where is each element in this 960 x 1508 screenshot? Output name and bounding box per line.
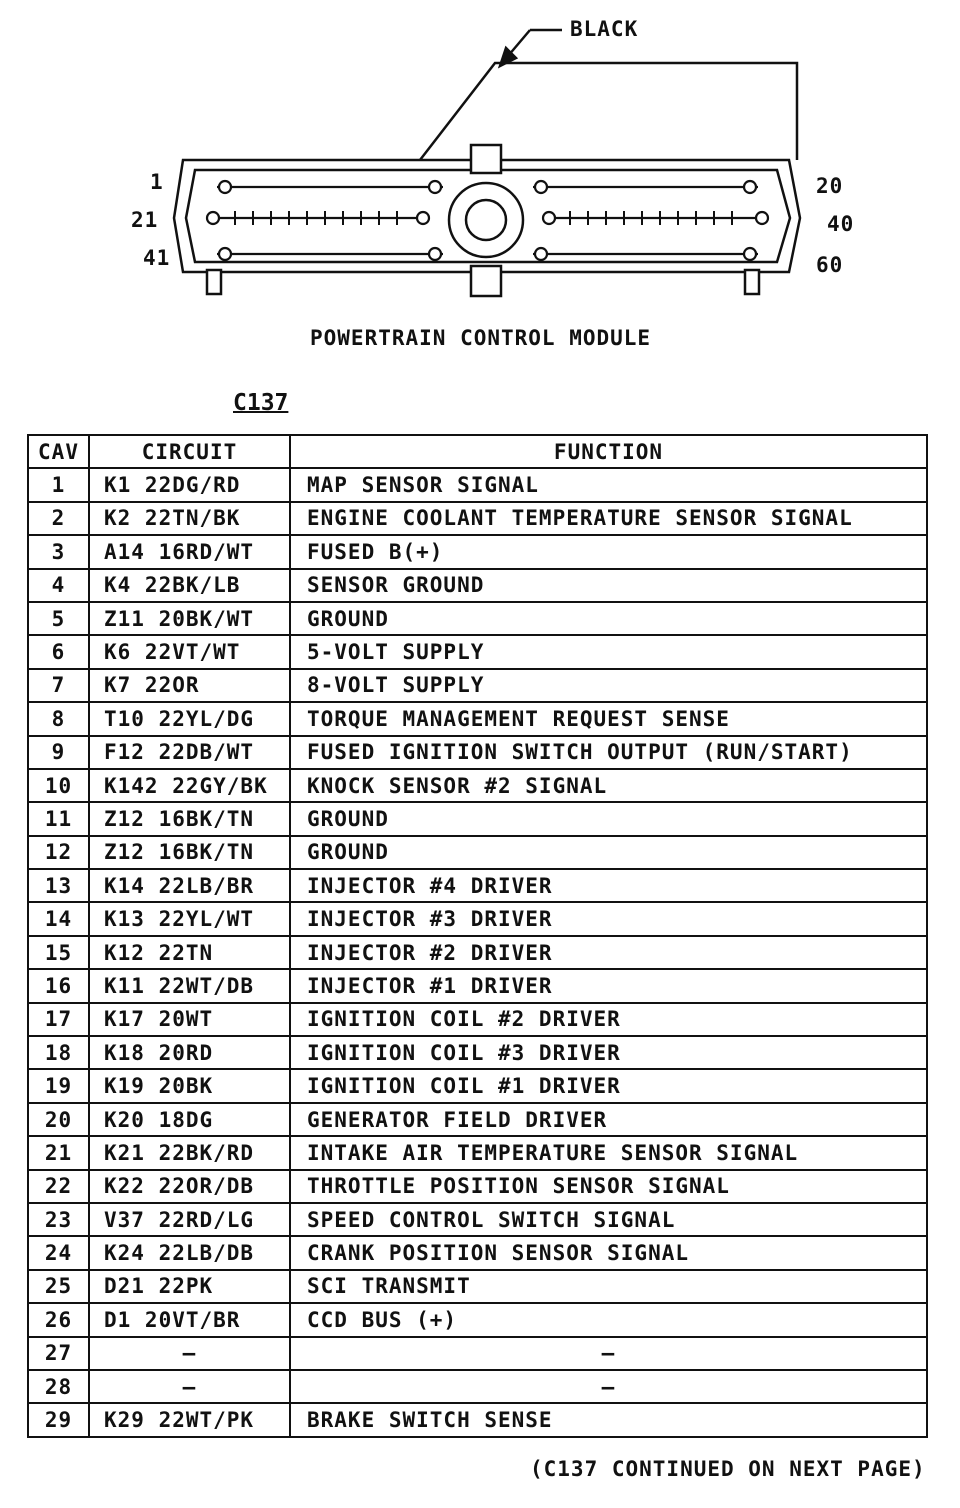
function-cell: GENERATOR FIELD DRIVER (290, 1103, 927, 1136)
circuit-cell: K4 22BK/LB (89, 569, 290, 602)
table-row (28, 502, 927, 535)
table-row (28, 669, 927, 702)
connector-id: C137 (233, 390, 289, 416)
cav-cell: 21 (28, 1136, 89, 1169)
function-cell: SPEED CONTROL SWITCH SIGNAL (290, 1203, 927, 1236)
table-row (28, 1136, 927, 1169)
circuit-cell: D1 20VT/BR (89, 1303, 290, 1336)
cav-cell: 26 (28, 1303, 89, 1336)
table-row (28, 902, 927, 935)
circuit-cell: K14 22LB/BR (89, 869, 290, 902)
cav-cell: 5 (28, 602, 89, 635)
table-row (28, 1103, 927, 1136)
circuit-cell: F12 22DB/WT (89, 736, 290, 769)
circuit-cell: K2 22TN/BK (89, 502, 290, 535)
table-row (28, 802, 927, 835)
table-row (28, 602, 927, 635)
circuit-cell: K22 22OR/DB (89, 1170, 290, 1203)
circuit-cell: K19 20BK (89, 1069, 290, 1102)
component-name: POWERTRAIN CONTROL MODULE (310, 326, 652, 350)
function-cell: GROUND (290, 802, 927, 835)
table-row (28, 1303, 927, 1336)
table-row (28, 702, 927, 735)
circuit-cell: K21 22BK/RD (89, 1136, 290, 1169)
pin-label-60: 60 (816, 253, 844, 277)
cav-cell: 28 (28, 1370, 89, 1403)
cav-cell: 19 (28, 1069, 89, 1102)
cav-cell: 10 (28, 769, 89, 802)
circuit-cell: K11 22WT/DB (89, 969, 290, 1002)
circuit-cell: A14 16RD/WT (89, 535, 290, 568)
table-row (28, 1036, 927, 1069)
cav-cell: 25 (28, 1270, 89, 1303)
function-cell: IGNITION COIL #3 DRIVER (290, 1036, 927, 1069)
circuit-cell: T10 22YL/DG (89, 702, 290, 735)
function-cell: CCD BUS (+) (290, 1303, 927, 1336)
function-cell: INJECTOR #4 DRIVER (290, 869, 927, 902)
circuit-cell: D21 22PK (89, 1270, 290, 1303)
circuit-cell: K12 22TN (89, 936, 290, 969)
cav-cell: 29 (28, 1403, 89, 1436)
function-cell: — (290, 1337, 927, 1370)
circuit-cell: Z11 20BK/WT (89, 602, 290, 635)
function-cell: CRANK POSITION SENSOR SIGNAL (290, 1236, 927, 1269)
table-row (28, 836, 927, 869)
cav-cell: 17 (28, 1003, 89, 1036)
cav-cell: 6 (28, 635, 89, 668)
table-row (28, 1370, 927, 1403)
circuit-cell: K29 22WT/PK (89, 1403, 290, 1436)
center-bolt (449, 183, 523, 257)
function-cell: FUSED B(+) (290, 535, 927, 568)
circuit-cell: K24 22LB/DB (89, 1236, 290, 1269)
header-cav: CAV (28, 435, 89, 468)
cav-cell: 14 (28, 902, 89, 935)
table-row (28, 869, 927, 902)
circuit-cell: K18 20RD (89, 1036, 290, 1069)
cav-cell: 2 (28, 502, 89, 535)
function-cell: — (290, 1370, 927, 1403)
cav-cell: 8 (28, 702, 89, 735)
cav-cell: 11 (28, 802, 89, 835)
table-row (28, 1069, 927, 1102)
function-cell: 5-VOLT SUPPLY (290, 635, 927, 668)
table-row (28, 769, 927, 802)
cav-cell: 15 (28, 936, 89, 969)
cav-cell: 13 (28, 869, 89, 902)
table-row (28, 1236, 927, 1269)
circuit-cell: — (89, 1337, 290, 1370)
function-cell: INJECTOR #3 DRIVER (290, 902, 927, 935)
table-row (28, 736, 927, 769)
function-cell: SCI TRANSMIT (290, 1270, 927, 1303)
cav-cell: 4 (28, 569, 89, 602)
cav-cell: 18 (28, 1036, 89, 1069)
function-cell: BRAKE SWITCH SENSE (290, 1403, 927, 1436)
continued-note: (C137 CONTINUED ON NEXT PAGE) (530, 1457, 926, 1481)
cav-cell: 24 (28, 1236, 89, 1269)
pin-label-1: 1 (150, 170, 164, 194)
cav-cell: 9 (28, 736, 89, 769)
table-row (28, 1203, 927, 1236)
circuit-cell: K20 18DG (89, 1103, 290, 1136)
pin-label-40: 40 (827, 212, 855, 236)
table-row (28, 468, 927, 501)
cav-cell: 3 (28, 535, 89, 568)
table-row (28, 1403, 927, 1436)
table-row (28, 1003, 927, 1036)
function-cell: THROTTLE POSITION SENSOR SIGNAL (290, 1170, 927, 1203)
header-circuit: CIRCUIT (89, 435, 290, 468)
function-cell: TORQUE MANAGEMENT REQUEST SENSE (290, 702, 927, 735)
function-cell: 8-VOLT SUPPLY (290, 669, 927, 702)
circuit-cell: — (89, 1370, 290, 1403)
cav-cell: 7 (28, 669, 89, 702)
function-cell: GROUND (290, 602, 927, 635)
cav-cell: 23 (28, 1203, 89, 1236)
table-row (28, 1337, 927, 1370)
table-row (28, 535, 927, 568)
table-row (28, 1170, 927, 1203)
wire-lead (420, 30, 797, 160)
pinout-table (27, 434, 928, 1438)
function-cell: INTAKE AIR TEMPERATURE SENSOR SIGNAL (290, 1136, 927, 1169)
function-cell: IGNITION COIL #2 DRIVER (290, 1003, 927, 1036)
function-cell: KNOCK SENSOR #2 SIGNAL (290, 769, 927, 802)
circuit-cell: K1 22DG/RD (89, 468, 290, 501)
function-cell: IGNITION COIL #1 DRIVER (290, 1069, 927, 1102)
pin-label-20: 20 (816, 174, 844, 198)
function-cell: INJECTOR #1 DRIVER (290, 969, 927, 1002)
function-cell: GROUND (290, 836, 927, 869)
header-function: FUNCTION (290, 435, 927, 468)
pinout-rows (28, 468, 927, 1436)
cav-cell: 27 (28, 1337, 89, 1370)
circuit-cell: K7 22OR (89, 669, 290, 702)
circuit-cell: K142 22GY/BK (89, 769, 290, 802)
pin-label-21: 21 (131, 208, 159, 232)
wire-color-label: BLACK (570, 17, 639, 41)
function-cell: ENGINE COOLANT TEMPERATURE SENSOR SIGNAL (290, 502, 927, 535)
table-row (28, 635, 927, 668)
table-row (28, 569, 927, 602)
circuit-cell: K6 22VT/WT (89, 635, 290, 668)
circuit-cell: Z12 16BK/TN (89, 802, 290, 835)
table-row (28, 1270, 927, 1303)
table-header-row (28, 435, 927, 468)
cav-cell: 12 (28, 836, 89, 869)
cav-cell: 1 (28, 468, 89, 501)
table-row (28, 969, 927, 1002)
function-cell: MAP SENSOR SIGNAL (290, 468, 927, 501)
cav-cell: 22 (28, 1170, 89, 1203)
circuit-cell: V37 22RD/LG (89, 1203, 290, 1236)
table-row (28, 936, 927, 969)
circuit-cell: Z12 16BK/TN (89, 836, 290, 869)
cav-cell: 16 (28, 969, 89, 1002)
circuit-cell: K17 20WT (89, 1003, 290, 1036)
function-cell: SENSOR GROUND (290, 569, 927, 602)
function-cell: FUSED IGNITION SWITCH OUTPUT (RUN/START) (290, 736, 927, 769)
pin-label-41: 41 (143, 246, 171, 270)
function-cell: INJECTOR #2 DRIVER (290, 936, 927, 969)
circuit-cell: K13 22YL/WT (89, 902, 290, 935)
cav-cell: 20 (28, 1103, 89, 1136)
